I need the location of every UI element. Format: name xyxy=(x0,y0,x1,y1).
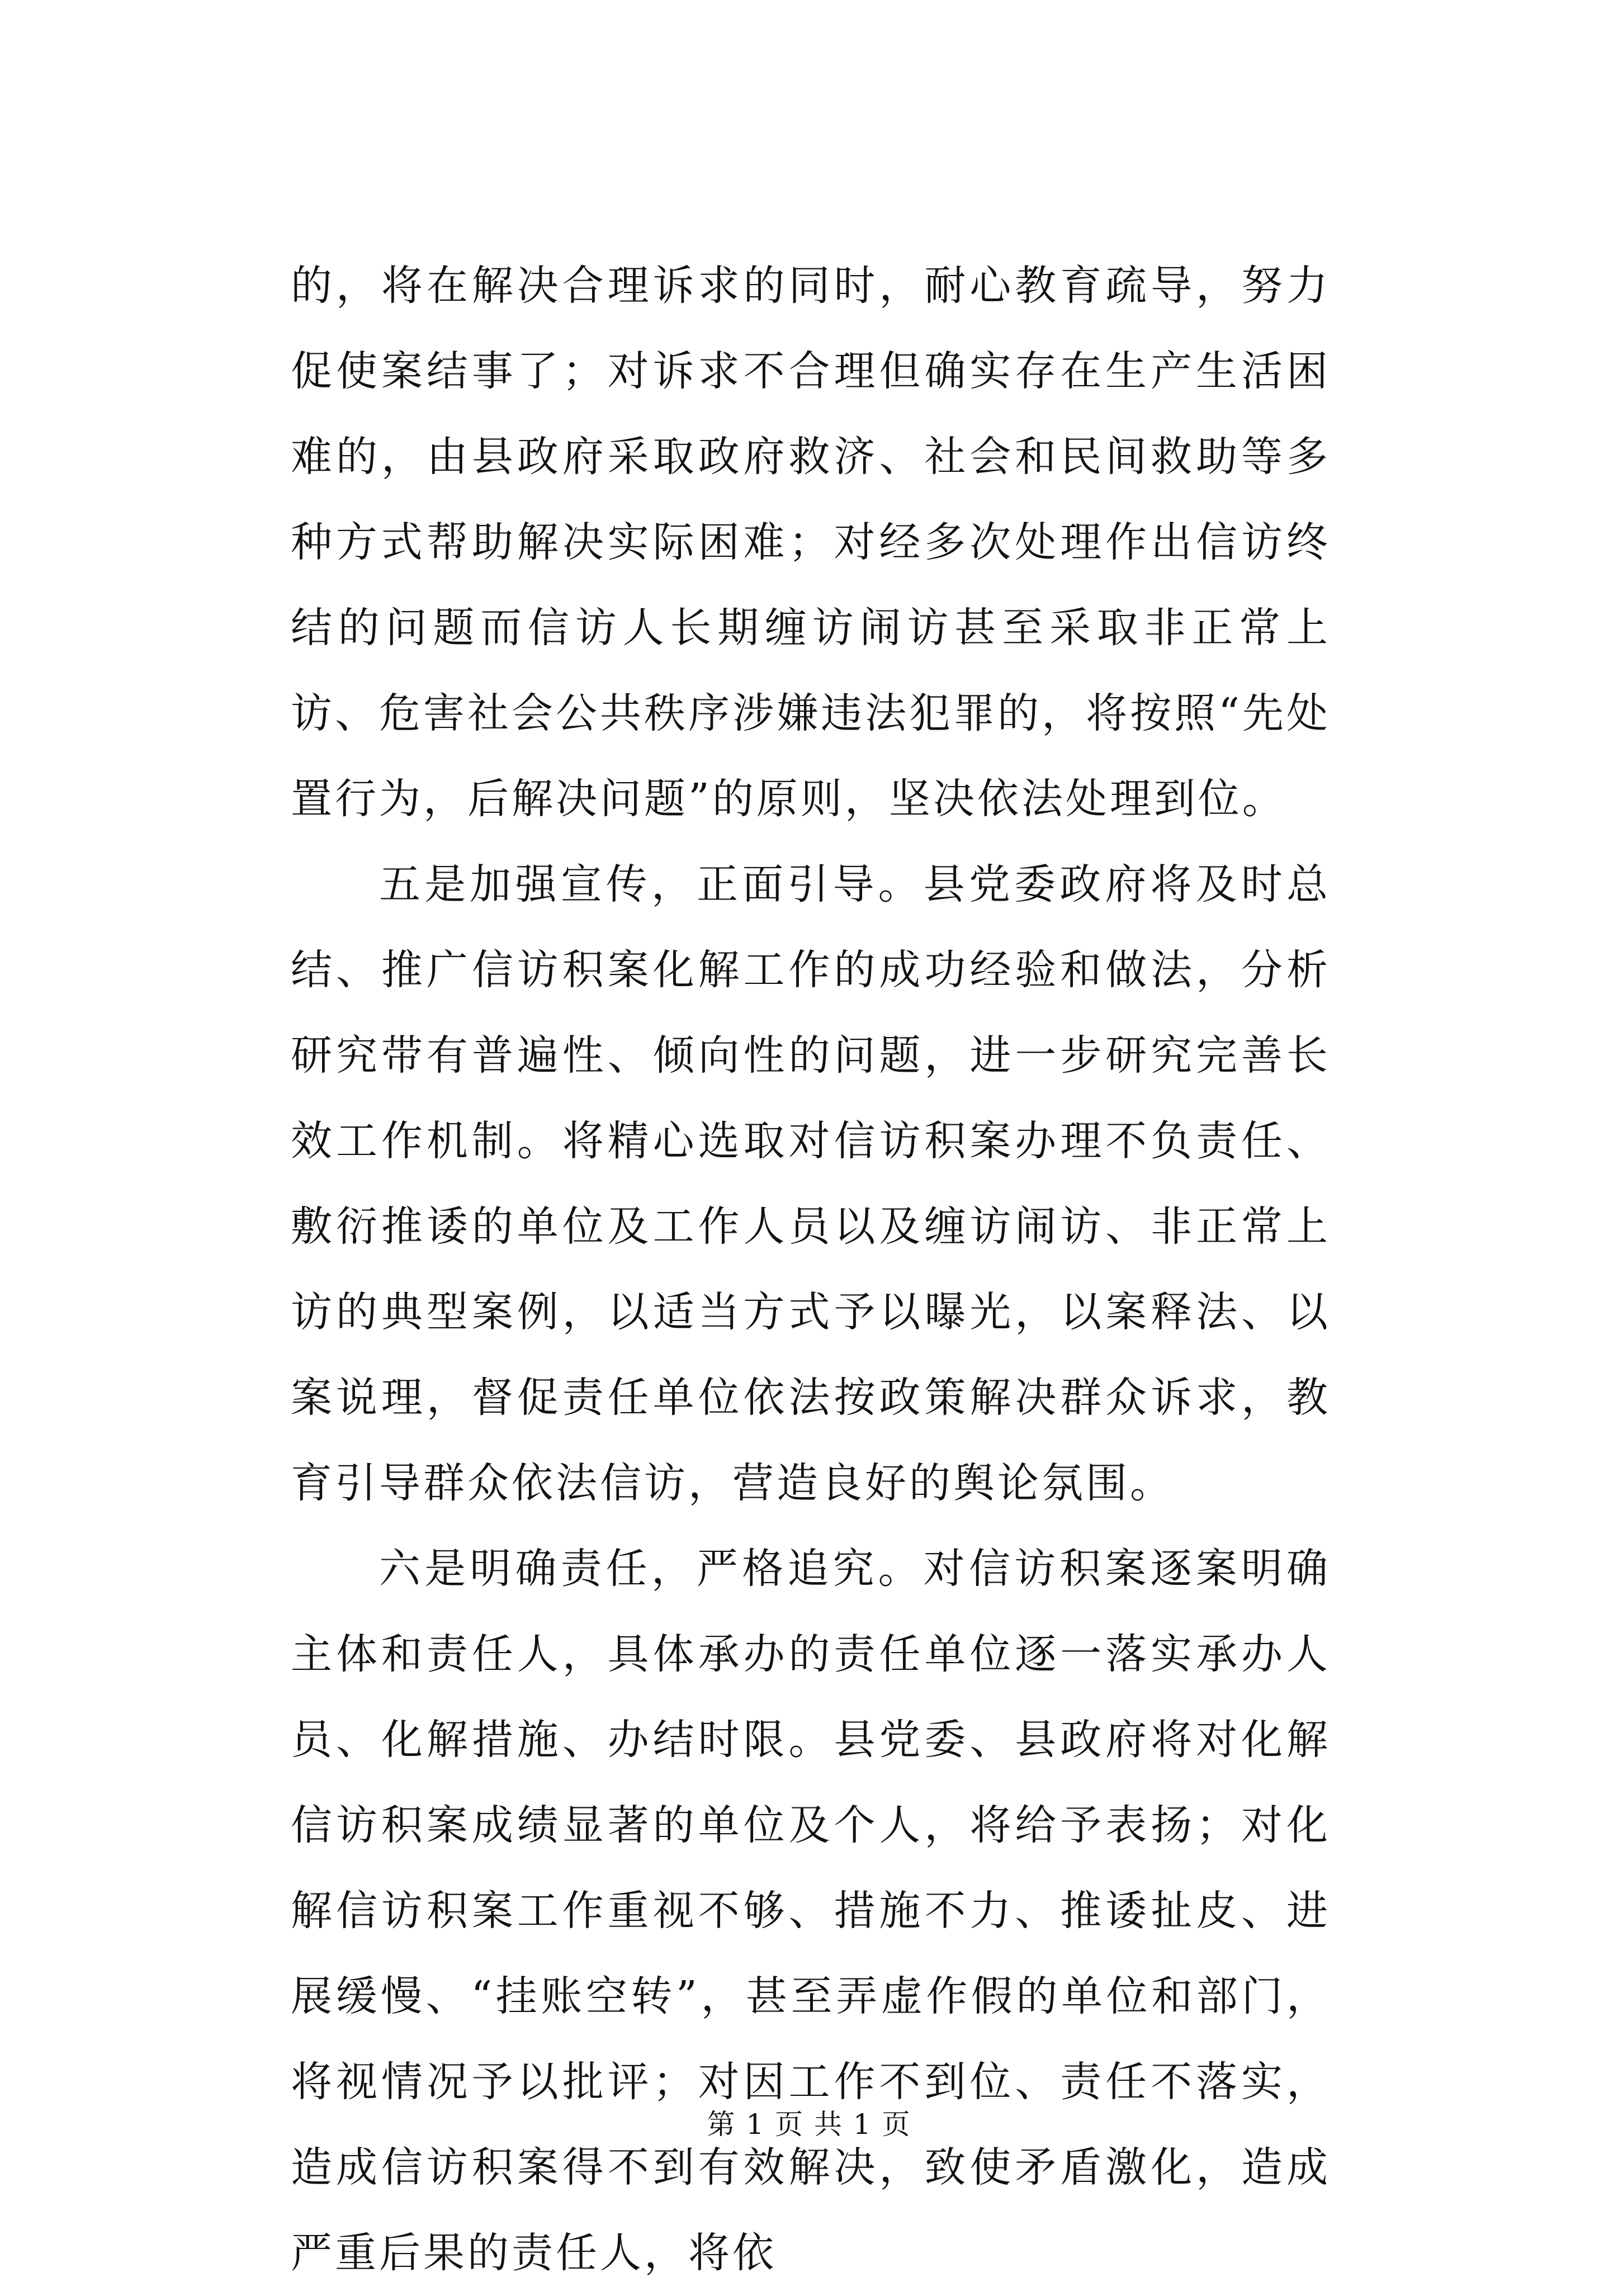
paragraph-responsibility: 六是明确责任，严格追究。对信访积案逐案明确主体和责任人，具体承办的责任单位逐一落实承办人员、化解措施、办结时限。县党委、县政府将对化解信访积案成绩显著的单位及个人，将给予表扬；对化解信访积案工作重视不够、措施不力、推诿扯皮、进展缓慢、“挂账空转”，甚至弄虚作假的单位和部门，将视情况予以批评；对因工作不到位、责任不落实，造成信访积案得不到有效解决，致使矛盾激化，造成严重后果的责任人，将依 xyxy=(291,1545,1331,2277)
paragraph-publicity: 五是加强宣传，正面引导。县党委政府将及时总结、推广信访积案化解工作的成功经验和做法，分析研究带有普遍性、倾向性的问题，进一步研究完善长效工作机制。将精心选取对信访积案办理不负责任、敷衍推诿的单位及工作人员以及缠访闹访、非正常上访的典型案例，以适当方式予以曝光，以案释法、以案说理，督促责任单位依法按政策解决群众诉求，教育引导群众依法信访，营造良好的舆论氛围。 xyxy=(291,860,1331,1507)
page-number-footer: 第 1 页 共 1 页 xyxy=(707,2108,911,2141)
document-body xyxy=(291,243,1331,2296)
paragraph-continuation: 的，将在解决合理诉求的同时，耐心教育疏导，努力促使案结事了；对诉求不合理但确实存在生产生活困难的，由县政府采取政府救济、社会和民间救助等多种方式帮助解决实际困难；对经多次处理作出信访终结的问题而信访人长期缠访闹访甚至采取非正常上访、危害社会公共秩序涉嫌违法犯罪的，将按照“先处置行为，后解决问题”的原则，坚决依法处理到位。 xyxy=(291,262,1331,823)
